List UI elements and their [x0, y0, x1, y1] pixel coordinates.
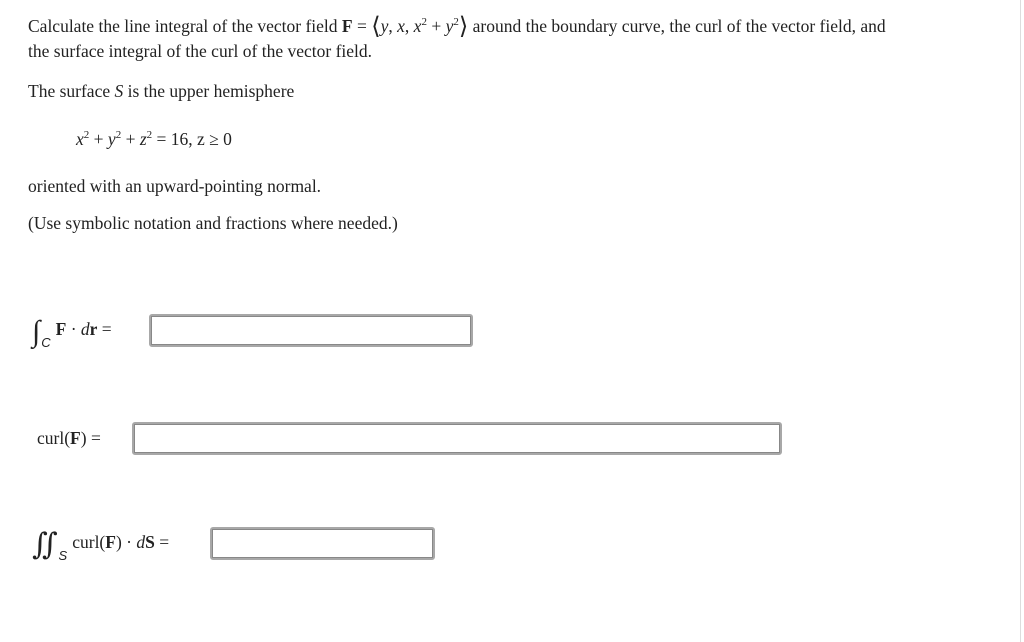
angle-open: ⟨: [371, 14, 381, 40]
intro-text: around the boundary curve, the curl of the vector field, and: [468, 16, 886, 36]
var: z: [139, 129, 147, 149]
surface-symbol: S: [114, 81, 124, 101]
exponent: 2: [146, 129, 153, 141]
surface-text: The surface: [28, 81, 115, 101]
orientation-text: oriented with an upward-pointing normal.: [28, 176, 322, 196]
plus: +: [89, 129, 108, 149]
field-symbol: F: [55, 319, 67, 339]
intro-text: Calculate the line integral of the vector field: [28, 16, 342, 36]
sep: ,: [404, 16, 414, 36]
exponent: 2: [453, 16, 459, 28]
equation-rest: = 16, z ≥ 0: [152, 129, 232, 149]
field-symbol: F: [341, 16, 353, 36]
page-edge-divider: [1020, 0, 1021, 642]
equals: =: [154, 532, 170, 552]
curl-input[interactable]: [134, 424, 780, 453]
hemisphere-equation: [76, 129, 232, 150]
double-integral-icon: ∬: [32, 528, 58, 561]
r: r: [89, 319, 98, 339]
dot: ·: [66, 319, 81, 339]
problem-intro-line2: the surface integral of the curl of the vector field.: [28, 41, 373, 61]
field-symbol: F: [105, 532, 116, 552]
field-symbol: F: [70, 428, 81, 448]
sep: ,: [388, 16, 398, 36]
notation-note: (Use symbolic notation and fractions where needed.): [28, 213, 398, 233]
surface-integral-answer-box: [210, 527, 435, 560]
line-integral-answer-box: [149, 314, 473, 347]
curl-text: ) =: [80, 428, 101, 448]
d: d: [80, 319, 90, 339]
exponent: 2: [83, 129, 90, 141]
exponent: 2: [421, 16, 427, 28]
dot: ) ·: [115, 532, 137, 552]
surface-text: is the upper hemisphere: [123, 81, 295, 101]
integral-subscript: C: [41, 335, 51, 350]
integral-icon: ∫: [32, 315, 41, 348]
curl-label: [37, 421, 101, 455]
field-comp: y: [380, 16, 389, 36]
problem-intro-line1: [28, 12, 886, 41]
var: x: [76, 129, 84, 149]
d: d: [136, 532, 146, 552]
surface-integral-input[interactable]: [212, 529, 433, 558]
S: S: [145, 532, 155, 552]
angle-close: ⟩: [458, 14, 469, 40]
equals: =: [352, 16, 372, 36]
field-comp: y: [445, 16, 454, 36]
plus: +: [426, 16, 446, 36]
curl-answer-box: [132, 422, 782, 455]
field-comp: x: [413, 16, 422, 36]
field-comp: x: [397, 16, 405, 36]
curl-text: curl(: [72, 532, 106, 552]
surface-integral-label: [32, 525, 169, 562]
line-integral-label: [32, 312, 112, 349]
line-integral-input[interactable]: [151, 316, 471, 345]
equals: =: [97, 319, 112, 339]
curl-text: curl(: [37, 428, 71, 448]
exponent: 2: [115, 129, 122, 141]
integral-subscript: S: [58, 548, 68, 563]
var: y: [107, 129, 116, 149]
surface-description: [28, 81, 294, 102]
plus: +: [121, 129, 140, 149]
